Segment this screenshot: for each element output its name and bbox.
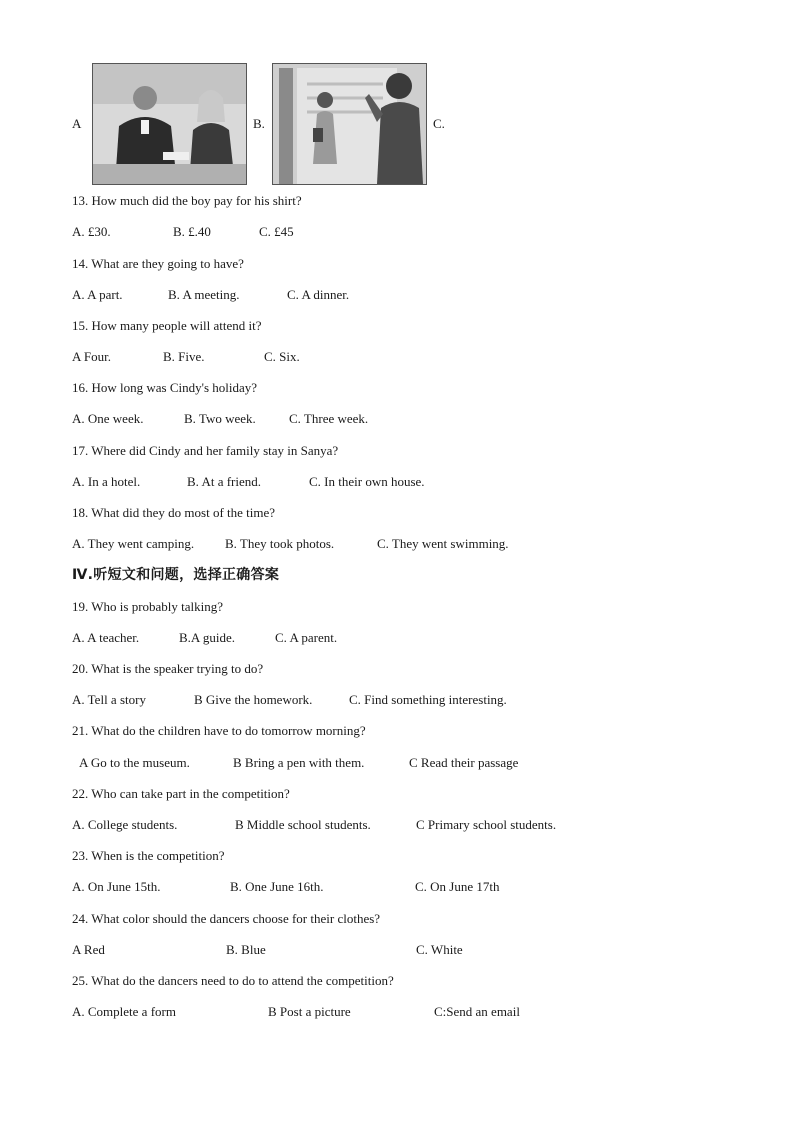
option-c: C. White (416, 942, 463, 957)
option-a-picture (92, 63, 247, 185)
option-b: B. £.40 (173, 224, 211, 239)
option-a: A Four. (72, 349, 112, 364)
option-b: B. Five. (163, 349, 205, 364)
question-text: 23. When is the competition? (72, 848, 225, 863)
section-iv-heading: Ⅳ.听短文和问题，选择正确答案 (72, 567, 280, 583)
option-b: B. One June 16th. (230, 879, 324, 894)
question-text: 17. Where did Cindy and her family stay in Sanya? (72, 443, 339, 458)
option-a: A. Tell a story (72, 692, 146, 707)
question-text: 14. What are they going to have? (72, 256, 244, 271)
option-a: A. College students. (72, 817, 178, 832)
option-b: B. At a friend. (187, 474, 262, 489)
option-b: B.A guide. (179, 630, 235, 645)
option-a: A. On June 15th. (72, 879, 161, 894)
option-a: A. They went camping. (72, 536, 195, 551)
question-text: 15. How many people will attend it? (72, 318, 262, 333)
option-c: C. On June 17th (415, 879, 500, 894)
option-b: B. Two week. (184, 411, 256, 426)
option-c: C. Six. (264, 349, 300, 364)
question-text: 16. How long was Cindy's holiday? (72, 380, 258, 395)
option-b: B. They took photos. (225, 536, 335, 551)
option-a: A. Complete a form (72, 1004, 176, 1019)
option-c: C. Three week. (289, 411, 369, 426)
option-a: A. In a hotel. (72, 474, 141, 489)
option-c: C. £45 (259, 224, 294, 239)
option-c: C:Send an email (434, 1004, 520, 1019)
option-c: C. They went swimming. (377, 536, 509, 551)
option-b: B Give the homework. (194, 692, 313, 707)
question-text: 21. What do the children have to do tomorrow morning? (72, 723, 366, 738)
option-b: B Post a picture (268, 1004, 351, 1019)
option-c: C. Find something interesting. (349, 692, 507, 707)
option-b: B Middle school students. (235, 817, 371, 832)
question-text: 20. What is the speaker trying to do? (72, 661, 264, 676)
question-text: 18. What did they do most of the time? (72, 505, 276, 520)
option-a: A Go to the museum. (79, 755, 190, 770)
option-a: A Red (72, 942, 105, 957)
option-b: B Bring a pen with them. (233, 755, 365, 770)
option-c: C Read their passage (409, 755, 519, 770)
option-a: A. One week. (72, 411, 144, 426)
option-b: B. Blue (226, 942, 266, 957)
question-text: 25. What do the dancers need to do to attend the competition? (72, 973, 394, 988)
option-a-label: A (72, 116, 82, 131)
option-c: C Primary school students. (416, 817, 557, 832)
option-a: A. £30. (72, 224, 111, 239)
question-text: 13. How much did the boy pay for his shirt? (72, 193, 302, 208)
question-text: 24. What color should the dancers choose for their clothes? (72, 911, 381, 926)
option-b: B. A meeting. (168, 287, 240, 302)
question-text: 19. Who is probably talking? (72, 599, 224, 614)
option-c: C. In their own house. (309, 474, 425, 489)
option-a: A. A part. (72, 287, 123, 302)
option-c: C. A parent. (275, 630, 338, 645)
option-c: C. A dinner. (287, 287, 350, 302)
option-c-label: C. (433, 116, 445, 131)
option-b-picture (272, 63, 427, 185)
option-a: A. A teacher. (72, 630, 140, 645)
option-b-label: B. (253, 116, 265, 131)
question-text: 22. Who can take part in the competition? (72, 786, 290, 801)
